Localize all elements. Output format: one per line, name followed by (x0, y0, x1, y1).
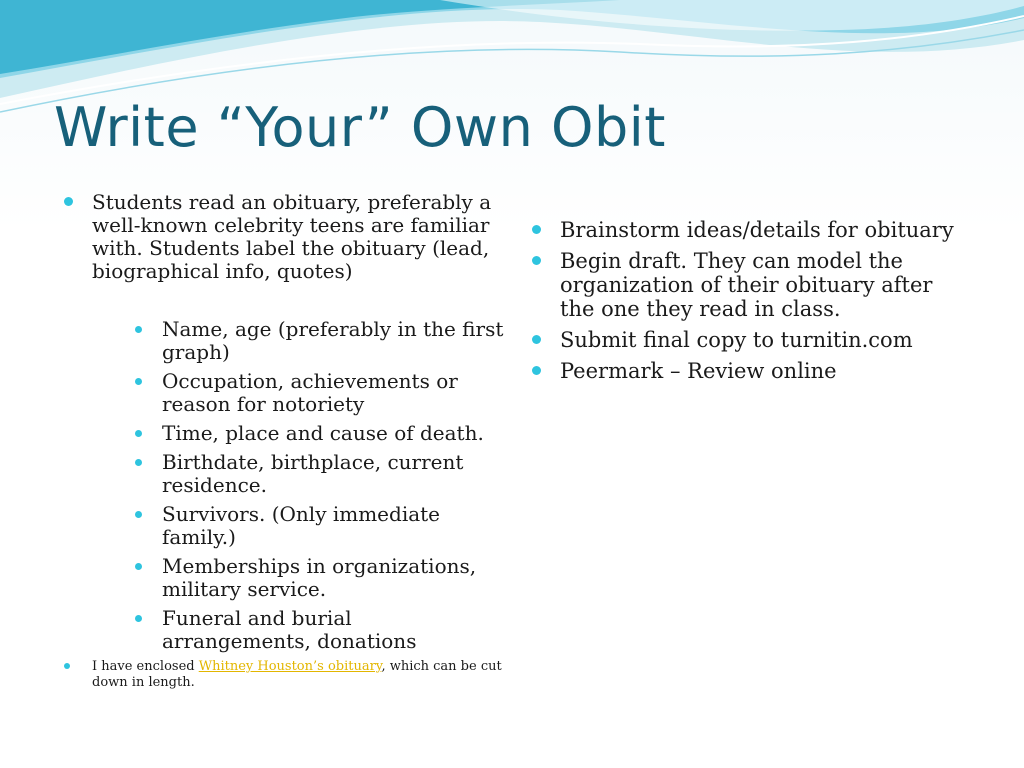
bullet-dot-icon (135, 563, 142, 570)
bullet-dot-icon (135, 511, 142, 518)
sub-point-text: Birthdate, birthplace, current residence. (162, 450, 464, 497)
sub-point (135, 370, 504, 416)
bullet-dot-icon (135, 430, 142, 437)
right-point (532, 359, 972, 383)
main-point-text: Students read an obituary, preferably a well-known celebrity teens are familiar with. Students label the obituary (lead, biographical info, quotes) (92, 190, 492, 283)
sub-point (135, 318, 504, 364)
bullet-dot-icon (64, 663, 70, 669)
sub-point-text: Occupation, achievements or reason for notoriety (162, 369, 458, 416)
sub-point-text: Memberships in organizations, military service. (162, 554, 477, 601)
sub-point-text: Survivors. (Only immediate family.) (162, 502, 441, 549)
bullet-dot-icon (135, 326, 142, 333)
main-point (64, 191, 504, 653)
bullet-dot-icon (532, 366, 541, 375)
sub-point-list (135, 318, 504, 653)
bullet-dot-icon (135, 378, 142, 385)
sub-point (135, 607, 504, 653)
right-point-text: Begin draft. They can model the organization of their obituary after the one they read in class. (560, 249, 933, 321)
bullet-dot-icon (532, 335, 541, 344)
bullet-dot-icon (532, 256, 541, 265)
right-point (532, 328, 972, 352)
right-point-text: Peermark – Review online (560, 359, 837, 383)
bullet-dot-icon (532, 225, 541, 234)
sub-point (135, 503, 504, 549)
sub-point-text: Name, age (preferably in the first graph) (162, 317, 504, 364)
slide-title: Write “Your” Own Obit (54, 96, 666, 159)
right-point-text: Brainstorm ideas/details for obituary (560, 218, 954, 242)
sub-point (135, 422, 504, 445)
right-point-text: Submit final copy to turnitin.com (560, 328, 913, 352)
note-text-before: I have enclosed (92, 659, 199, 674)
bullet-dot-icon (64, 197, 73, 206)
sub-point-text: Funeral and burial arrangements, donations (162, 606, 417, 653)
bullet-dot-icon (135, 615, 142, 622)
bullet-dot-icon (135, 459, 142, 466)
note-text-after: , which can be cut down in length. (92, 659, 502, 690)
left-column (64, 191, 504, 691)
sub-point-text: Time, place and cause of death. (162, 421, 484, 445)
obituary-link[interactable]: Whitney Houston’s obituary (198, 659, 382, 674)
sub-point (135, 555, 504, 601)
right-point (532, 249, 972, 321)
right-point (532, 218, 972, 242)
sub-point (135, 451, 504, 497)
right-column (532, 218, 972, 390)
note-point (64, 659, 504, 691)
